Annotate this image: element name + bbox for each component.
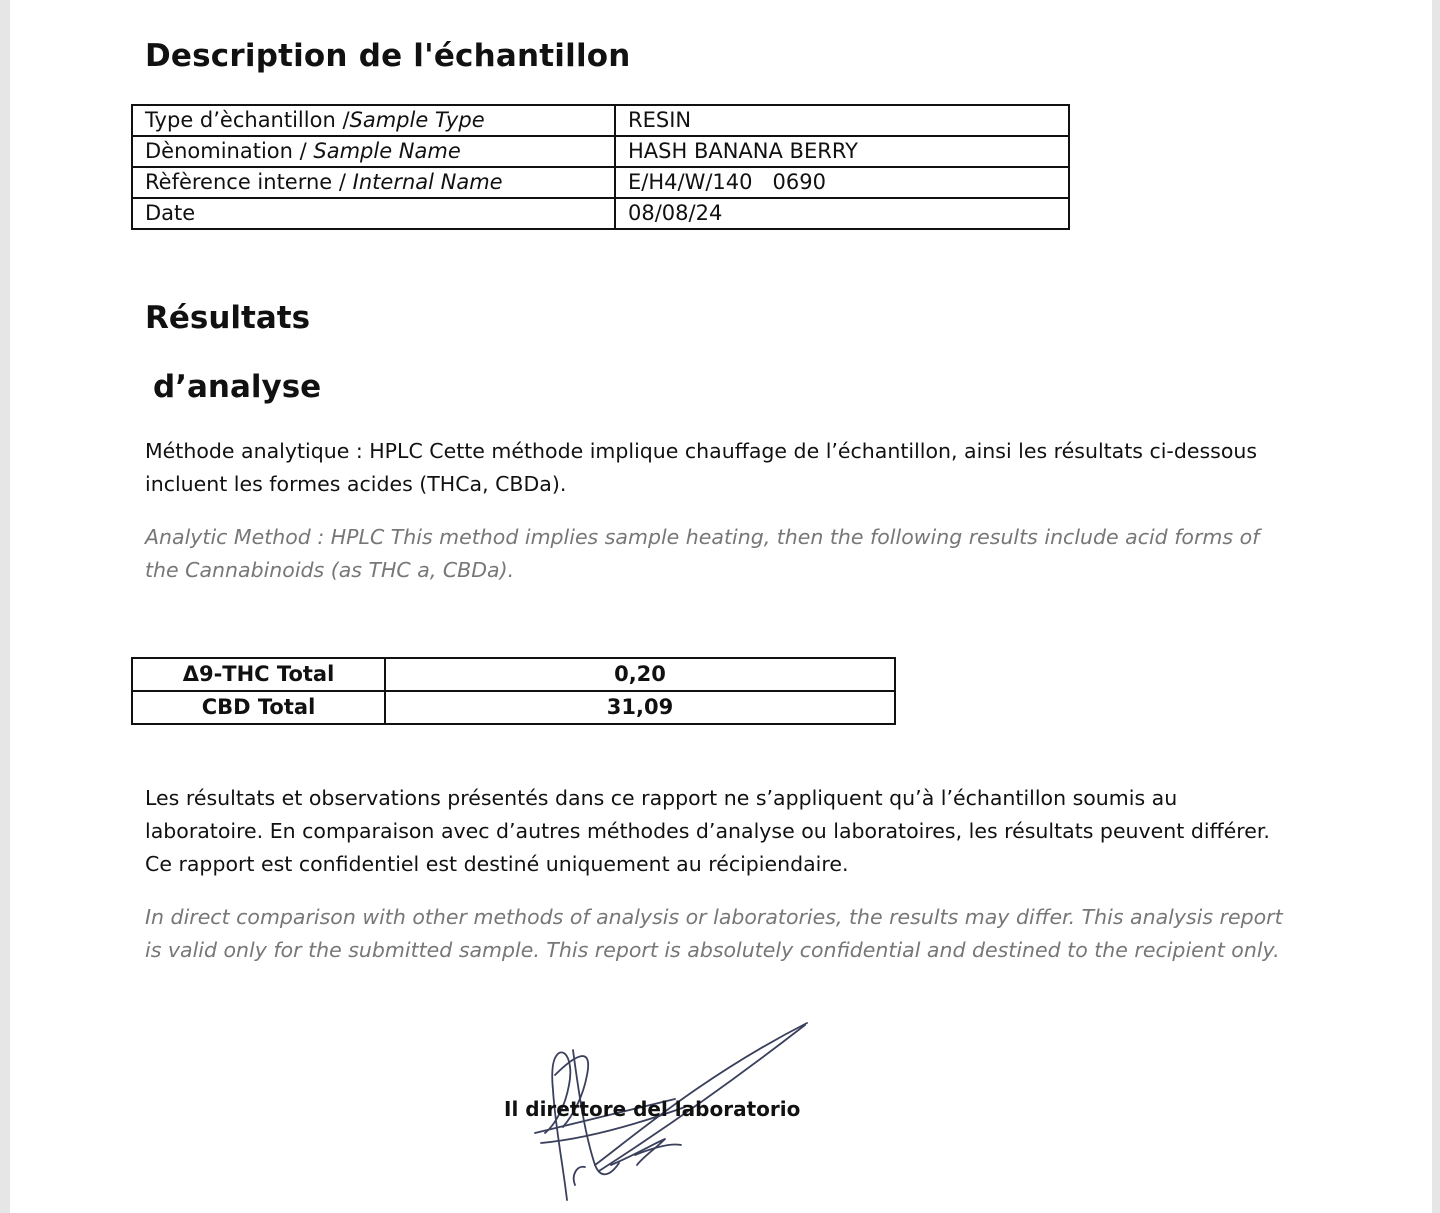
label-fr: Rèfèrence interne /: [145, 170, 346, 194]
label-fr: Type d’èchantillon /: [145, 108, 350, 132]
label-en: Sample Name: [313, 139, 461, 163]
sample-type-value: RESIN: [615, 105, 1069, 136]
method-description-en: Analytic Method : HPLC This method implies sample heating, then the following results include acid forms of the Cannabinoids (as THC a, CBDa).: [145, 525, 1260, 582]
internal-name-value: E/H4/W/140 0690: [615, 167, 1069, 198]
label-en: Internal Name: [352, 170, 503, 194]
sample-info-table: [131, 104, 1070, 230]
sample-description-title: Description de l'échantillon: [145, 38, 631, 74]
disclaimer-en: In direct comparison with other methods of analysis or laboratories, the results may differ. This analysis report is valid only for the submitted sample. This report is absolutely confidential and destined to the recipient only.: [145, 905, 1283, 962]
analysis-title: d’analyse: [153, 369, 322, 405]
sample-name-label: [132, 136, 615, 167]
cbd-total-label: CBD Total: [132, 691, 385, 724]
cbd-total-value: 31,09: [385, 691, 895, 724]
method-description-fr: Méthode analytique : HPLC Cette méthode implique chauffage de l’échantillon, ainsi les résultats ci-dessous incluent les formes acides (THCa, CBDa).: [145, 439, 1258, 496]
table-row: [132, 198, 1069, 229]
document-page: [10, 0, 1432, 1213]
date-value: 08/08/24: [615, 198, 1069, 229]
thc-total-value: 0,20: [385, 658, 895, 691]
results-title: Résultats: [145, 300, 311, 336]
results-table: [131, 657, 896, 725]
label-fr: Date: [145, 201, 196, 225]
sample-name-value: HASH BANANA BERRY: [615, 136, 1069, 167]
signature-label: Il direttore del laboratorio: [504, 1097, 801, 1121]
table-row: [132, 167, 1069, 198]
disclaimer-fr: Les résultats et observations présentés dans ce rapport ne s’appliquent qu’à l’échantillon soumis au laboratoire. En comparaison avec d’autres méthodes d’analyse ou laboratoires, les résultats peuvent différer. Ce rapport est confidentiel est destiné uniquement au récipiendaire.: [145, 786, 1270, 876]
label-fr: Dènomination /: [145, 139, 307, 163]
thc-total-label: Δ9-THC Total: [132, 658, 385, 691]
table-row: [132, 105, 1069, 136]
date-label: [132, 198, 615, 229]
label-en: Sample Type: [349, 108, 485, 132]
sample-type-label: [132, 105, 615, 136]
table-row: [132, 658, 895, 691]
table-row: [132, 691, 895, 724]
table-row: [132, 136, 1069, 167]
internal-name-label: [132, 167, 615, 198]
